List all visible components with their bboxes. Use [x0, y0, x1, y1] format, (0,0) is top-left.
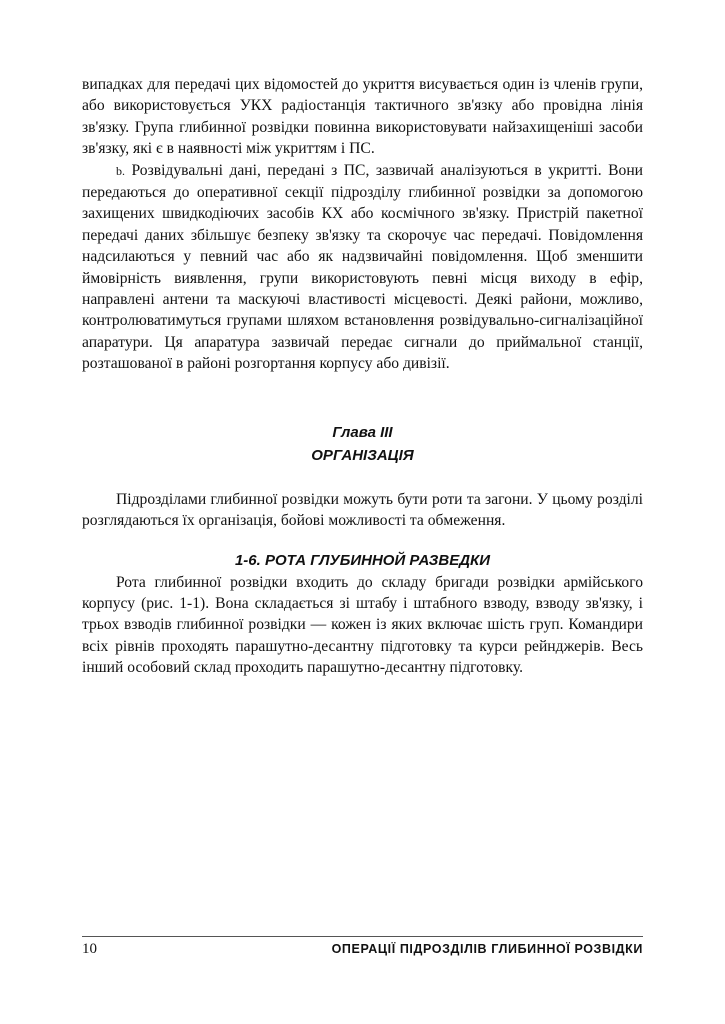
section-paragraph: Рота глибинної розвідки входить до складу бригади розвідки армійського корпусу (рис. 1-1). Вона складається зі штабу і штабного взводу, взводу зв'язку, і трьох взводів глибинної розвідки — кожен із яких включає шість груп. Командири всіх рівнів проходять парашутно-десантну підготовку та курси рейнджерів. Весь інший особовий склад проходить парашутно-десантну підготовку.: [82, 573, 643, 677]
list-marker-b: b.: [116, 163, 125, 178]
chapter-number: Глава III: [332, 423, 393, 441]
page-footer: [82, 941, 643, 958]
footer-divider: [82, 936, 643, 937]
running-title: ОПЕРАЦІЇ ПІДРОЗДІЛІВ ГЛИБИННОЇ РОЗВІДКИ: [331, 942, 643, 956]
chapter-title: ОРГАНІЗАЦІЯ: [311, 446, 414, 464]
chapter-intro-paragraph: Підрозділами глибинної розвідки можуть бути роти та загони. У цьому розділі розглядаються їх організація, бойові можливості та обмеження.: [82, 490, 643, 530]
section-heading: 1-6. РОТА ГЛУБИННОЙ РАЗВЕДКИ: [234, 551, 491, 569]
page-number: 10: [82, 941, 97, 957]
paragraph-b: [82, 160, 643, 375]
paragraph-continuation: випадках для передачі цих відомостей до укриття висувається один із членів групи, або використовується УКХ радіостанція тактичного зв'язку або провідна лінія зв'язку. Група глибинної розвідки повинна використовувати найзахищеніші засоби зв'язку, які є в наявності між укриттям і ПС.: [82, 76, 643, 158]
page-body: [82, 74, 643, 679]
paragraph-b-text: Розвідувальні дані, передані з ПС, зазвичай аналізуються в укритті. Вони передаються до оперативної секції підрозділу глибинної розвідки за допомогою захищених швидкодіючих засобів КХ або космічного зв'язку. Пристрій пакетної передачі даних збільшує безпеку зв'язку та скорочує час передачі. Повідомлення надсилаються у певний час або як надзвичайні повідомлення. Щоб зменшити ймовірність виявлення, групи використовують певні місця виходу в ефір, направлені антени та маскуючі властивості місцевості. Деякі райони, можливо, контролюватимуться групами шляхом встановлення розвідувально-сигналізаційної апаратури. Ця апаратура зазвичай передає сигнали до приймальної станції, розташованої в районі розгортання корпусу або дивізії.: [82, 161, 644, 373]
